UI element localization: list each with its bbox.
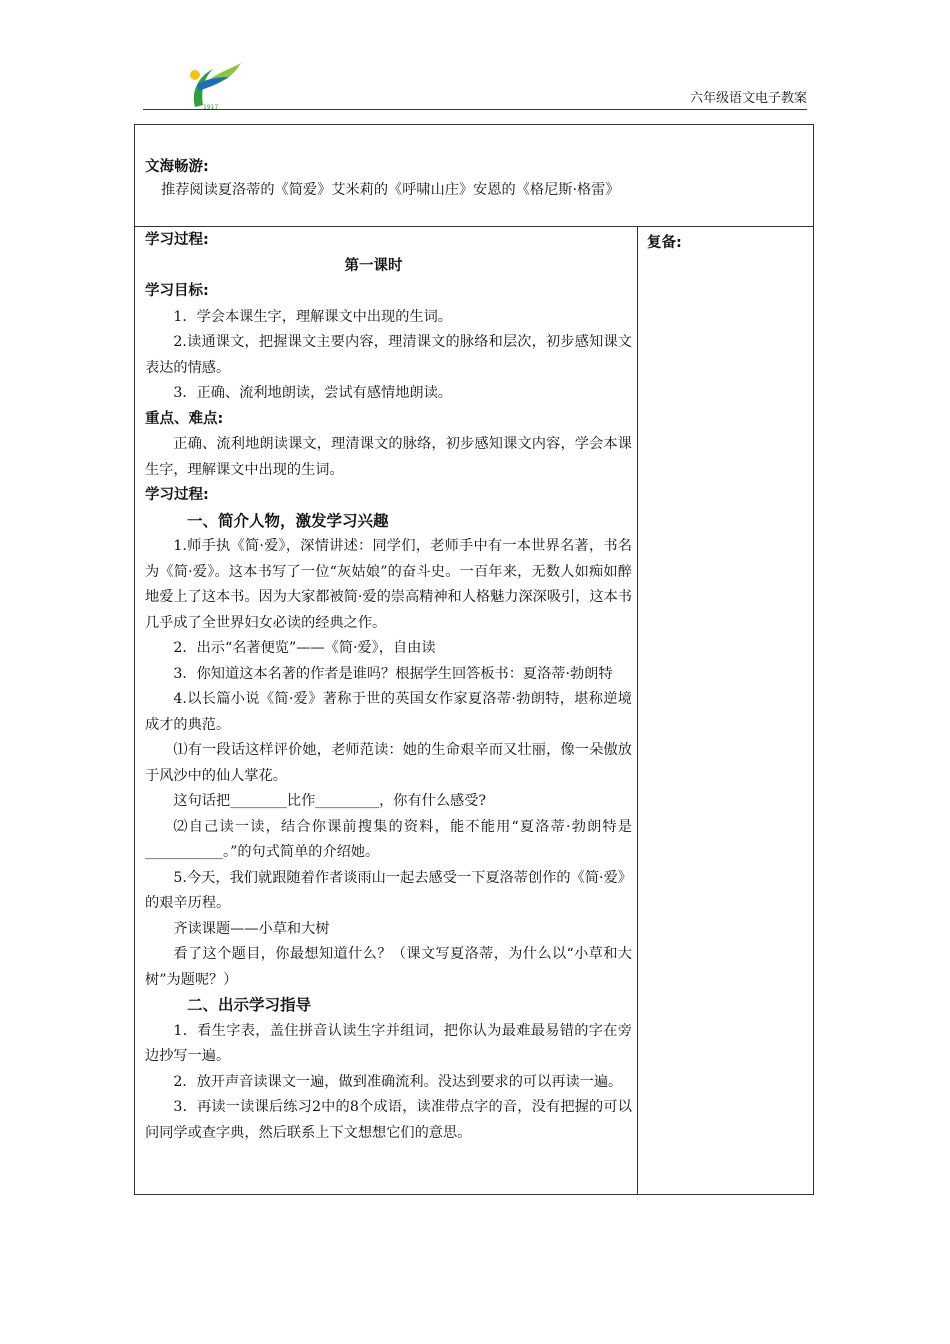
header-rule: [143, 109, 807, 110]
lesson-table: [134, 124, 814, 1195]
section1-item: ⑵自己读一读，结合你课前搜集的资料，能不能用“夏洛蒂·勃朗特是___________。”的句式简单的介绍她。: [145, 818, 632, 860]
section1-item: 看了这个题目，你最想知道什么？（课文写夏洛蒂，为什么以“小草和大树”为题呢？）: [145, 946, 632, 988]
column-divider: [637, 226, 638, 1194]
school-logo-icon: [173, 55, 243, 110]
reading-text: 推荐阅读夏洛蒂的《简爱》艾米莉的《呼啸山庄》安恩的《格尼斯·格雷》: [161, 182, 620, 198]
section2-item: 1．看生字表，盖住拼音认读生字并组词，把你认为最难最易错的字在旁边抄写一遍。: [145, 1022, 632, 1064]
process-column: [145, 226, 632, 1146]
page-header: [143, 55, 807, 110]
section1-item: 2．出示“名著便览”——《简·爱》，自由读: [173, 640, 436, 656]
reading-recommendation-box: [135, 125, 813, 227]
key-points-text: 正确、流利地朗读课文，理清课文的脉络，初步感知课文内容，学会本课生字，理解课文中出现的生词。: [145, 436, 632, 478]
review-column: [647, 226, 807, 252]
section2-title: 二、出示学习指导: [187, 996, 312, 1014]
logo-year: 1917: [203, 104, 219, 110]
section2-item: 3．再读一读课后练习2中的8个成语，读准带点字的音，没有把握的可以问同学或查字典，然后联系上下文想想它们的意思。: [145, 1099, 632, 1141]
review-heading: 复备:: [647, 235, 682, 251]
section1-item: ⑴有一段话这样评价她，老师范读：她的生命艰辛而又壮丽，像一朵傲放于风沙中的仙人掌花。: [145, 742, 632, 784]
header-title: 六年级语文电子教案: [689, 91, 807, 106]
process-heading: 学习过程:: [145, 232, 209, 248]
section1-item: 4.以长篇小说《简·爱》著称于世的英国女作家夏洛蒂·勃朗特，堪称逆境成才的典范。: [145, 691, 632, 733]
section1-title: 一、简介人物，激发学习兴趣: [187, 511, 389, 530]
section1-item: 这句话把________比作_________，你有什么感受?: [173, 793, 487, 809]
section2-item: 2．放开声音读课文一遍，做到准确流利。没达到要求的可以再读一遍。: [173, 1073, 623, 1090]
goal-item: 3．正确、流利地朗读，尝试有感情地朗读。: [173, 385, 452, 401]
goal-item: 2.读通课文，把握课文主要内容，理清课文的脉络和层次，初步感知课文表达的情感。: [145, 334, 632, 376]
process-subheading: 学习过程:: [145, 487, 209, 503]
section1-item: 5.今天，我们就跟随着作者谈雨山一起去感受一下夏洛蒂创作的《简·爱》的艰辛历程。: [145, 869, 632, 911]
goal-item: 1．学会本课生字，理解课文中出现的生词。: [173, 308, 452, 325]
lesson-title: 第一课时: [344, 257, 403, 274]
section1-item: 3．你知道这本名著的作者是谁吗？根据学生回答板书：夏洛蒂·勃朗特: [173, 665, 613, 682]
key-points-heading: 重点、难点:: [145, 410, 224, 427]
section1-item: 齐读课题——小草和大树: [173, 920, 330, 937]
reading-heading: 文海畅游:: [145, 159, 209, 175]
section1-item: 1.师手执《简·爱》，深情讲述：同学们，老师手中有一本世界名著，书名为《简·爱》。这本书写了一位“灰姑娘”的奋斗史。一百年来，无数人如痴如醉地爱上了这本书。因为大家都被简·爱的崇高精神和人格魅力深深吸引，这本书几乎成了全世界妇女必读的经典之作。: [145, 538, 632, 631]
goals-heading: 学习目标:: [145, 283, 209, 299]
